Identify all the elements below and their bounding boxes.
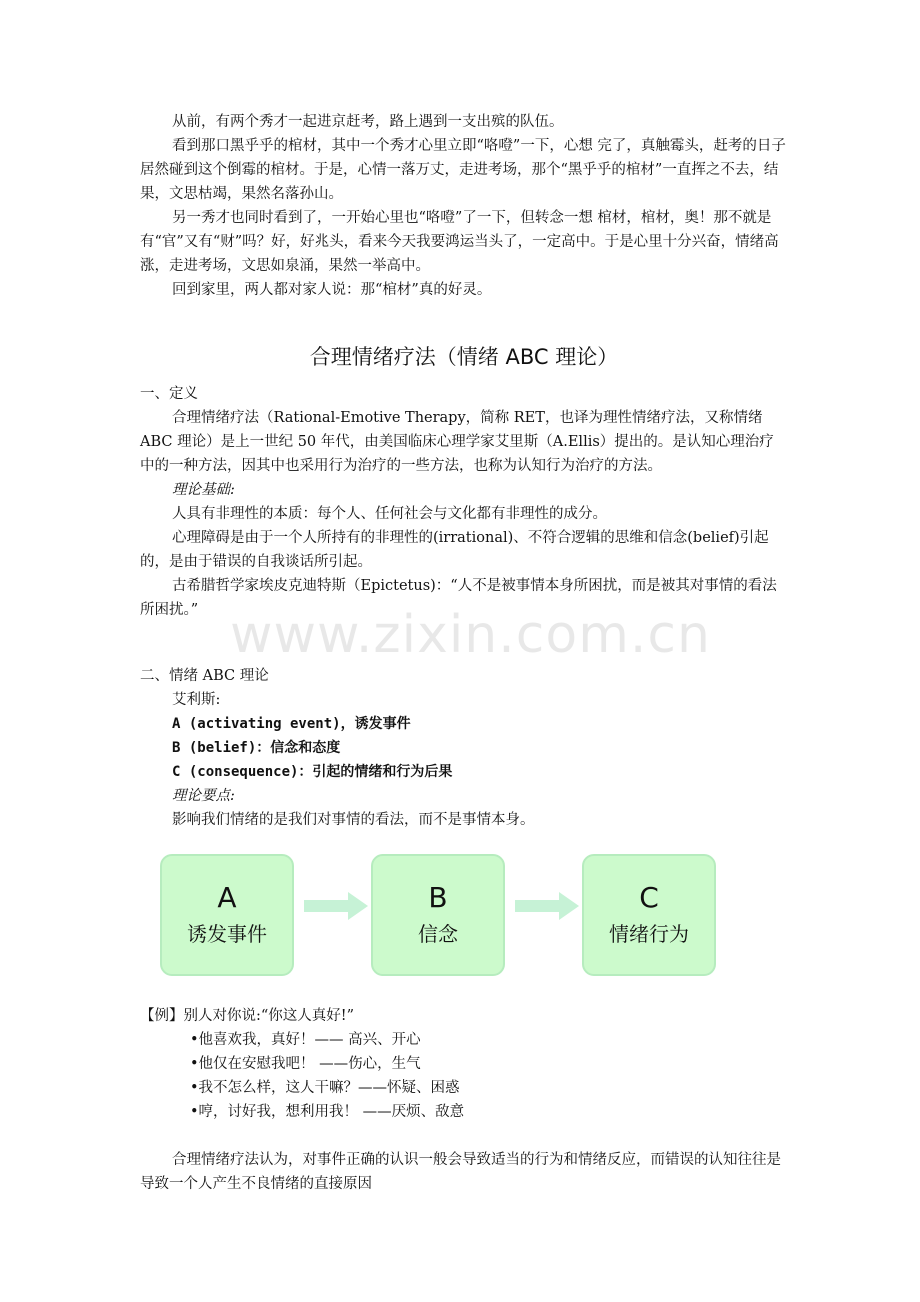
document-title: 合理情绪疗法（情绪 ABC 理论）	[309, 345, 619, 369]
basis-label: 理论基础:	[172, 482, 235, 498]
abc-item-c: C (consequence)：引起的情绪和行为后果	[172, 764, 453, 780]
spacer	[140, 646, 788, 664]
points-label: 理论要点:	[172, 788, 235, 804]
box-a-letter: A	[217, 881, 237, 914]
story-paragraph-3: 另一秀才也同时看到了，一开始心里也“咯噔”了一下，但转念一想 棺材，棺材，奥！那不就是有“官”又有“财”吗？好，好兆头，看来今天我要鸿运当头了，一定高中。于是心里十分兴奋，情绪高涨，走进考场，文思如泉涌，果然一举高中。	[140, 210, 779, 274]
watermark: www.zixin.com.cn	[230, 605, 711, 665]
box-c-letter: C	[639, 881, 659, 914]
box-c-label: 情绪行为	[609, 922, 689, 946]
example-section	[140, 1004, 788, 1124]
abc-item-a: A (activating event)，诱发事件	[172, 716, 411, 732]
example-item-4: •哼，讨好我，想利用我！ ——厌烦、敌意	[190, 1104, 465, 1120]
example-item-3: •我不怎么样，这人干嘛？——怀疑、困惑	[190, 1080, 460, 1096]
story-section	[140, 110, 788, 302]
definition-section	[140, 382, 788, 622]
document-page	[140, 110, 788, 1196]
section1-heading: 一、定义	[140, 386, 198, 402]
example-item-2: •他仅在安慰我吧！ ——伤心，生气	[190, 1056, 421, 1072]
example-item-1: •他喜欢我，真好！—— 高兴、开心	[190, 1032, 421, 1048]
diagram-box-a	[160, 854, 294, 976]
abc-section	[140, 664, 788, 832]
arrow-right-icon	[515, 892, 579, 920]
basis-item-3: 古希腊哲学家埃皮克迪特斯（Epictetus)：“人不是被事情本身所困扰，而是被其对事情的看法所困扰。”	[140, 578, 777, 618]
author-label: 艾利斯:	[172, 692, 221, 708]
key-point: 影响我们情绪的是我们对事情的看法，而不是事情本身。	[172, 812, 535, 828]
abc-item-b: B (belief)：信念和态度	[172, 740, 341, 756]
basis-item-1: 人具有非理性的本质：每个人、任何社会与文化都有非理性的成分。	[172, 506, 607, 522]
diagram-box-c	[582, 854, 716, 976]
arrow-right-icon	[304, 892, 368, 920]
basis-item-2: 心理障碍是由于一个人所持有的非理性的(irrational)、不符合逻辑的思维和信念(belief)引起的，是由于错误的自我谈话所引起。	[140, 530, 769, 570]
story-paragraph-2: 看到那口黑乎乎的棺材，其中一个秀才心里立即“咯噔”一下，心想 完了，真触霉头，赶考的日子居然碰到这个倒霉的棺材。于是，心情一落万丈，走进考场，那个“黑乎乎的棺材”一直挥之不去，结果，文思枯竭，果然名落孙山。	[140, 138, 786, 202]
summary-paragraph: 合理情绪疗法认为，对事件正确的认识一般会导致适当的行为和情绪反应，而错误的认知往往是导致一个人产生不良情绪的直接原因	[140, 1152, 781, 1192]
spacer	[140, 622, 788, 646]
diagram-box-b	[371, 854, 505, 976]
box-b-label: 信念	[418, 922, 458, 946]
box-a-label: 诱发事件	[187, 922, 267, 946]
story-paragraph-1: 从前，有两个秀才一起进京赶考，路上遇到一支出殡的队伍。	[172, 114, 564, 130]
section2-heading: 二、情绪 ABC 理论	[140, 668, 269, 684]
example-heading: 【例】别人对你说:“你这人真好!”	[140, 1008, 355, 1024]
abc-diagram	[140, 844, 788, 994]
box-b-letter: B	[428, 881, 448, 914]
definition-text: 合理情绪疗法（Rational-Emotive Therapy，简称 RET，也译为理性情绪疗法，又称情绪 ABC 理论）是上一世纪 50 年代，由美国临床心理学家艾里斯（A.Ellis）提出的。是认知心理治疗中的一种方法，因其中也采用行为治疗的一些方法，也称为认知行为治疗的方法。	[140, 410, 774, 474]
story-paragraph-4: 回到家里，两人都对家人说：那“棺材”真的好灵。	[172, 282, 492, 298]
